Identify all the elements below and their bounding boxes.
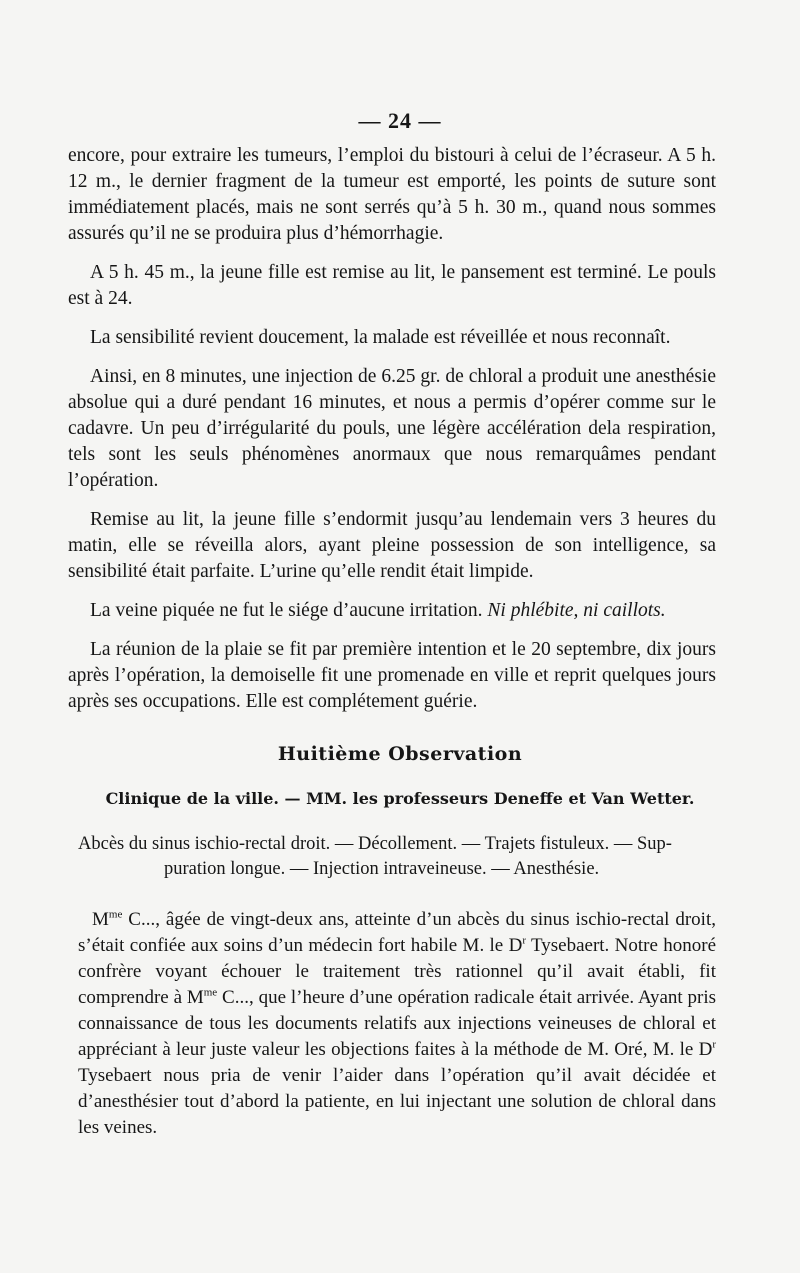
case-summary	[78, 832, 714, 882]
page-number: — 24 —	[358, 108, 442, 133]
case-text-4: C..., que l’heure d’une opération radicale était arrivée. Ayant pris connaissance de tous les documents relatifs aux injections veineuses de chloral et appréciant à leur juste valeur les objections faites à la méthode de M. Oré, M. le D	[78, 987, 716, 1060]
paragraph-recovery: Remise au lit, la jeune fille s’endormit jusqu’au lendemain vers 3 heures du matin, elle se réveilla alors, ayant pleine possession de son intelligence, sa sensibilité était parfaite. L’urine qu’elle rendit était limpide.	[68, 509, 716, 582]
paragraph-vein	[68, 598, 716, 624]
case-text-2: C..., âgée de vingt-deux ans, atteinte d’un abcès du sinus ischio-rectal droit, s’était confiée aux soins d’un médecin fort habile M. le D	[78, 909, 716, 956]
case-sup-4: r	[712, 1038, 716, 1051]
case-sup-1: me	[108, 908, 123, 921]
case-text-5: Tysebaert nous pria de venir l’aider dans l’opération qu’il avait décidée et d’anesthésier tout d’abord la patiente, en lui injectant une solution de chloral dans les veines.	[78, 1065, 716, 1138]
vein-italic: Ni phlébite, ni caillots.	[487, 600, 666, 621]
paragraph-bandage: A 5 h. 45 m., la jeune fille est remise au lit, le pansement est terminé. Le pouls est à 24.	[68, 262, 716, 309]
clinic-subtitle: Clinique de la ville. — MM. les professeurs Deneffe et Van Wetter.	[105, 789, 695, 808]
case-text-3: Tysebaert. Notre honoré confrère voyant échouer le traitement très rationnel qu’il avait établi, fit comprendre à M	[78, 935, 716, 1008]
section-title: Huitième Observation	[277, 743, 523, 765]
case-paragraph	[78, 907, 716, 1141]
case-sup-2: r	[522, 934, 526, 947]
summary-line-1: Abcès du sinus ischio-rectal droit. — Décollement. — Trajets fistuleux. — Sup-	[78, 834, 672, 854]
body-text	[68, 143, 716, 728]
paragraph-healing: La réunion de la plaie se fit par première intention et le 20 septembre, dix jours après l’opération, la demoiselle fit une promenade en ville et reprit quelques jours après ses occupations. Elle est complétement guérie.	[68, 639, 716, 712]
vein-text: La veine piquée ne fut le siége d’aucune irritation.	[90, 600, 483, 621]
case-description	[78, 907, 716, 1141]
summary-line-2: puration longue. — Injection intraveineuse. — Anesthésie.	[164, 859, 600, 879]
paragraph-anesthesia: Ainsi, en 8 minutes, une injection de 6.25 gr. de chloral a produit une anesthésie absolue qui a duré pendant 16 minutes, et nous a permis d’opérer comme sur le cadavre. Un peu d’irrégularité du pouls, une légère accélération dela respiration, tels sont les seuls phénomènes anormaux que nous remarquâmes pendant l’opération.	[68, 366, 716, 491]
paragraph-sensibility: La sensibilité revient doucement, la malade est réveillée et nous reconnaît.	[90, 327, 671, 348]
case-text-1: M	[92, 909, 109, 930]
case-sup-3: me	[203, 986, 218, 999]
paragraph-extraction: encore, pour extraire les tumeurs, l’emploi du bistouri à celui de l’écraseur. A 5 h. 12 m., le dernier fragment de la tumeur est emporté, les points de suture sont immédiatement placés, mais ne sont serrés qu’à 5 h. 30 m., quand nous sommes assurés qu’il ne se produira plus d’hémorrhagie.	[68, 145, 716, 244]
